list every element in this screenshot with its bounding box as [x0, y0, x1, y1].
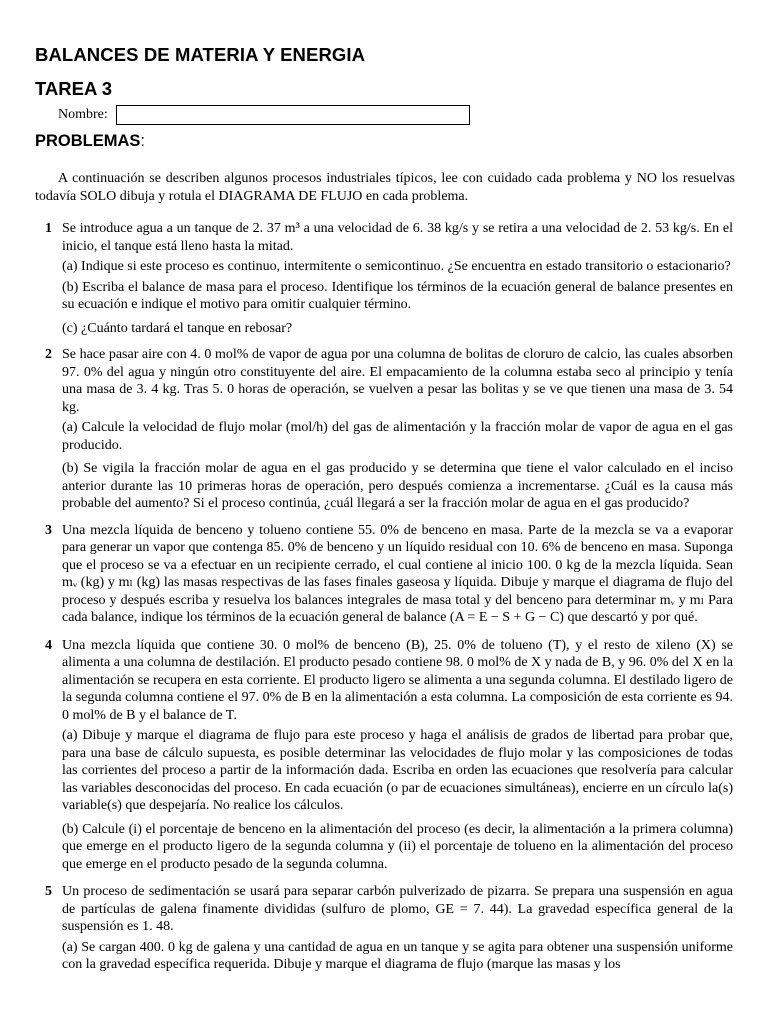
- problem-item: [35, 522, 733, 630]
- problem-part: (a) Calcule la velocidad de flujo molar (mol/h) del gas de alimentación y la fracción molar de vapor de agua en el gas producido.: [62, 420, 733, 453]
- problem-part: (a) Indique si este proceso es continuo, intermitente o semicontinuo. ¿Se encuentra en estado transitorio o estacionario?: [62, 259, 731, 274]
- document-title: BALANCES DE MATERIA Y ENERGIA: [35, 44, 366, 65]
- problem-number: 4: [45, 637, 52, 653]
- problem-number: 3: [45, 522, 52, 538]
- assignment-title: TAREA 3: [35, 78, 113, 99]
- problem-number: 2: [45, 347, 52, 362]
- intro-paragraph: A continuación se describen algunos procesos industriales típicos, lee con cuidado cada problema y NO los resuelvas todavía SOLO dibuja y rotula el DIAGRAMA DE FLUJO en cada problema.: [35, 171, 735, 204]
- problem-part: (a) Dibuje y marque el diagrama de flujo para este proceso y haga el análisis de grados de libertad para probar que, para una base de cálculo supuesta, es posible determinar las velocidades de flujo molar y las composiciones de todas las corrientes del proceso a partir de la información dada. Escriba en orden las ecuaciones que resolvería para calcular las variables desconocidas del proceso. En cada ecuación (o par de ecuaciones simultáneas), encierre en un círculo la(s) variable(s) que despejaría. No realice los cálculos.: [62, 728, 733, 813]
- problem-number: 5: [45, 884, 52, 899]
- problem-part: (b) Escriba el balance de masa para el proceso. Identifique los términos de la ecuación general de balance presentes en su ecuación e indique el motivo para omitir cualquier término.: [62, 279, 733, 312]
- problem-text: Se hace pasar aire con 4. 0 mol% de vapor de agua por una columna de bolitas de cloruro de calcio, las cuales absorben 97. 0% del agua y ningún otro constituyente del aire. El empacamiento de la columna estaba seco al principio y tenía una masa de 3. 4 kg. Tras 5. 0 horas de operación, se vuelven a pesar las bolitas y se ve que tienen una masa de 3. 54 kg.: [62, 347, 733, 415]
- problem-item: [35, 346, 733, 516]
- problem-list: [35, 220, 733, 977]
- problem-part: (c) ¿Cuánto tardará el tanque en rebosar?: [62, 320, 293, 336]
- problem-item: [35, 220, 733, 340]
- section-heading: PROBLEMAS:: [35, 132, 146, 150]
- name-row: [58, 105, 470, 125]
- problem-number: 1: [45, 221, 52, 236]
- problem-part: (a) Se cargan 400. 0 kg de galena y una cantidad de agua en un tanque y se agita para obtener una suspensión uniforme con la gravedad específica requerida. Dibuje y marque el diagrama de flujo (marque las masas y los: [62, 939, 733, 972]
- name-label: Nombre:: [58, 107, 108, 122]
- problem-item: [35, 883, 733, 977]
- problem-part: (b) Calcule (i) el porcentaje de benceno en la alimentación del proceso (es decir, la alimentación a la primera columna) que emerge en el producto ligero de la segunda columna y (ii) el porcentaje de tolueno en la alimentación del proceso que emerge en el producto pesado de la segunda columna.: [62, 821, 733, 872]
- problem-text: Una mezcla líquida de benceno y tolueno contiene 55. 0% de benceno en masa. Parte de la mezcla se va a evaporar para generar un vapor que contenga 85. 0% de benceno y un líquido residual con 10. 6% de benceno en masa. Suponga que el proceso se va a efectuar en un recipiente cerrado, el cual contiene al inicio 100. 0 kg de la mezcla líquida. Sean mᵥ (kg) y mₗ (kg) las masas respectivas de las fases finales gaseosa y líquida. Dibuje y marque el diagrama de flujo del proceso y después escriba y resuelva los balances integrales de masa total y del benceno para determinar mᵥ y mₗ Para cada balance, indique los términos de la ecuación general de balance (A = E − S + G − C) que descartó y por qué.: [62, 522, 733, 625]
- problem-text: Una mezcla líquida que contiene 30. 0 mol% de benceno (B), 25. 0% de tolueno (T), y el resto de xileno (X) se alimenta a una columna de destilación. El producto pesado contiene 98. 0 mol% de X y nada de B, y 96. 0% del X en la alimentación se recupera en esta corriente. El producto ligero se alimenta a una segunda columna. El destilado ligero de la segunda columna contiene el 97. 0% de B en la alimentación a esta columna. La composición de esta corriente es 94. 0 mol% de B y el balance de T.: [62, 637, 733, 723]
- name-field[interactable]: [116, 105, 470, 125]
- problem-item: [35, 637, 733, 877]
- problem-text: Se introduce agua a un tanque de 2. 37 m³ a una velocidad de 6. 38 kg/s y se retira a una velocidad de 2. 53 kg/s. En el inicio, el tanque está lleno hasta la mitad.: [62, 221, 733, 254]
- problem-text: Un proceso de sedimentación se usará para separar carbón pulverizado de pizarra. Se prepara una suspensión en agua de partículas de galena finamente divididas (sulfuro de plomo, GE = 7. 44). La gravedad específica general de la suspensión es 1. 48.: [62, 884, 733, 934]
- problem-part: (b) Se vigila la fracción molar de agua en el gas producido y se determina que tiene el valor calculado en el inciso anterior durante las 10 primeras horas de operación, pero después comienza a incrementarse. ¿Cuál es la causa más probable del aumento? Si el proceso continúa, ¿cuál llegará a ser la fracción molar de agua en el gas producido?: [62, 461, 733, 511]
